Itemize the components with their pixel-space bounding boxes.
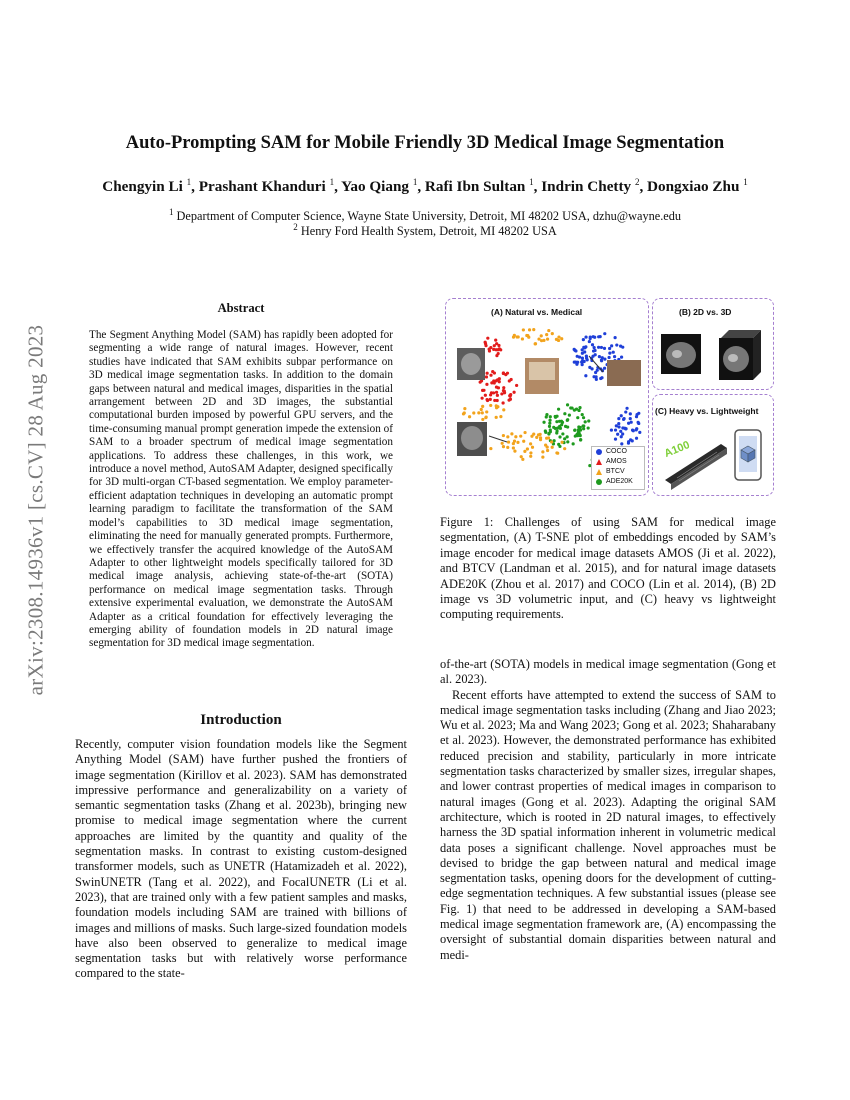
scatter-point xyxy=(509,395,512,398)
intro-paragraph-2: Recent efforts have attempted to extend the success of SAM to medical image segmentation tasks including (Zhang and Jiao 2023; Wu et al. 2023; Ma and Wang 2023; Gong et al. 2023; Shaharabany et al. 2023). However, the demonstrated performance has exhibited reduced precision and stability, particularly in more intricate segmentation tasks characterized by smaller sizes, irregular shapes, and lower contrast properties of medical images in comparison to natural images (Gong et al. 2023). Adapting the original SAM architecture, which is rooted in 2D natural images, to effectively harness the 3D spatial information inherent in volumetric medical data poses a significant challenge. Novel approaches must be devised to bridge the gap between natural and medical image segmentation tasks, opening doors for the development of cutting-edge segmentation techniques. A few substantial issues (please see Fig. 1) that need to be addressed in developing a SAM-based medical image segmentation framework are, (A) encompassing the oversight of substantial domain disparities between natural and medi- xyxy=(440,687,776,962)
scatter-point xyxy=(506,446,509,449)
legend-marker xyxy=(596,459,602,465)
scatter-point xyxy=(581,352,584,355)
scatter-point xyxy=(546,337,549,340)
scatter-point xyxy=(614,336,617,339)
scatter-point xyxy=(563,437,566,440)
scatter-point xyxy=(593,346,596,349)
scatter-point xyxy=(547,432,550,435)
scatter-point xyxy=(522,328,525,331)
scatter-point xyxy=(625,407,628,410)
scatter-point xyxy=(622,417,625,420)
scatter-point xyxy=(608,352,611,355)
scatter-point xyxy=(600,376,603,379)
scatter-point xyxy=(591,355,594,358)
scatter-point xyxy=(551,446,554,449)
scatter-point xyxy=(498,380,501,383)
scatter-point xyxy=(542,339,545,342)
scatter-legend xyxy=(591,446,645,490)
scatter-point xyxy=(529,442,532,445)
author-list: Chengyin Li $^1$, Prashant Khanduri $^1$, Yao Qiang $^1$, Rafi Ibn Sultan $^1$, Indrin Chetty $^2$, Dongxiao Zhu $^1$ xyxy=(102,177,748,196)
scatter-point xyxy=(587,426,590,429)
scatter-point xyxy=(590,367,593,370)
scatter-point xyxy=(502,386,505,389)
scatter-point xyxy=(529,455,532,458)
author-affiliation-number: 1 xyxy=(743,177,748,187)
legend-label: BTCV xyxy=(606,468,625,475)
scatter-point xyxy=(503,391,506,394)
intro-paragraph-1-continued: of-the-art (SOTA) models in medical image segmentation (Gong et al. 2023). xyxy=(440,657,776,687)
scatter-point xyxy=(582,338,585,341)
scatter-point xyxy=(617,422,620,425)
scatter-point xyxy=(557,443,560,446)
natural-thumbnail-2 xyxy=(607,360,641,386)
scatter-point xyxy=(593,336,596,339)
scatter-point xyxy=(635,427,638,430)
scatter-point xyxy=(489,447,492,450)
scatter-point xyxy=(510,432,513,435)
scatter-point xyxy=(481,418,484,421)
scatter-point xyxy=(510,378,513,381)
scatter-point xyxy=(566,425,569,428)
scatter-point xyxy=(610,429,613,432)
legend-label: AMOS xyxy=(606,458,627,465)
scatter-point xyxy=(488,349,491,352)
scatter-point xyxy=(627,440,630,443)
abstract-heading: Abstract xyxy=(217,301,265,315)
scatter-point xyxy=(523,450,526,453)
arxiv-id: arXiv:2308.14936v1 [cs.CV] 28 Aug 2023 xyxy=(23,324,48,696)
scatter-point xyxy=(502,434,505,437)
scatter-point xyxy=(526,334,529,337)
scatter-point xyxy=(560,337,563,340)
scatter-point xyxy=(587,419,590,422)
scatter-point xyxy=(597,335,600,338)
affiliation-2 xyxy=(0,222,850,239)
scatter-point xyxy=(561,421,564,424)
affiliation-1-text: Department of Computer Science, Wayne State University, Detroit, MI 48202 USA, dzhu@wayne.edu xyxy=(176,209,682,224)
scatter-point xyxy=(486,372,489,375)
author-name: Chengyin Li xyxy=(102,178,187,196)
legend-label: ADE20K xyxy=(606,478,633,485)
scatter-point xyxy=(620,435,623,438)
scatter-point xyxy=(558,425,561,428)
scatter-point xyxy=(623,427,626,430)
scatter-point xyxy=(578,406,581,409)
legend-marker xyxy=(596,469,602,475)
scatter-point xyxy=(583,360,586,363)
affiliation-1-number: 1 xyxy=(168,207,174,217)
ct-thumbnail-organ xyxy=(461,353,481,375)
scatter-point xyxy=(629,412,632,415)
scatter-point xyxy=(489,404,492,407)
scatter-point xyxy=(541,456,544,459)
scatter-point xyxy=(637,412,640,415)
abstract-text: The Segment Anything Model (SAM) has rapidly been adopted for segmenting a wide range of natural images. However, recent studies have indicated that SAM exhibits subpar performance on 3D medical image segmentation tasks. In addition to the domain gaps between natural and medical images, disparities in the spatial arrangement between 2D and 3D images, the substantial computational burden imposed by powerful GPU servers, and the time-consuming manual prompt generation impede the extension of SAM to a broader spectrum of medical image segmentation applications. To address these challenges, in this work, we introduce a novel method, AutoSAM Adapter, designed specifically for 3D multi-organ CT-based segmentation. We employ parameter-efficient adaptation techniques in developing an automatic prompt learning paradigm to facilitate the transformation of the SAM model’s capabilities to 3D medical image segmentation, eliminating the need for manually generated prompts. Furthermore, we effectively transfer the acquired knowledge of the AutoSAM Adapter to other lightweight models specifically tailored for 3D medical image analysis, achieving state-of-the-art (SOTA) performance on medical image segmentation tasks. Through extensive experimental evaluation, we demonstrate the AutoSAM Adapter as a critical foundation for effectively leveraging the emerging ability of foundation models in 2D natural image segmentation for 3D medical image segmentation. xyxy=(89,329,393,650)
scatter-point xyxy=(619,345,622,348)
scatter-point xyxy=(603,358,606,361)
scatter-point xyxy=(532,328,535,331)
scatter-point xyxy=(560,441,563,444)
arxiv-sidebar xyxy=(6,300,66,720)
author-affiliation-number: 2 xyxy=(634,177,640,187)
scatter-point xyxy=(529,451,532,454)
scatter-point xyxy=(517,335,520,338)
author-name: Yao Qiang xyxy=(341,178,413,196)
scatter-point xyxy=(620,356,623,359)
scatter-point xyxy=(582,427,585,430)
ct-2d-3d-images xyxy=(657,328,769,384)
scatter-point xyxy=(603,332,606,335)
scatter-point xyxy=(612,351,615,354)
scatter-point xyxy=(578,433,581,436)
scatter-point xyxy=(566,403,569,406)
scatter-point xyxy=(558,420,561,423)
scatter-point xyxy=(484,416,487,419)
scatter-point xyxy=(596,369,599,372)
scatter-point xyxy=(595,378,598,381)
scatter-point xyxy=(576,416,579,419)
scatter-point xyxy=(542,421,545,424)
scatter-point xyxy=(484,344,487,347)
scatter-point xyxy=(573,348,576,351)
scatter-point xyxy=(582,424,585,427)
scatter-point xyxy=(577,425,580,428)
scatter-point xyxy=(495,342,498,345)
scatter-point xyxy=(600,346,603,349)
scatter-point xyxy=(485,383,488,386)
scatter-point xyxy=(545,415,548,418)
scatter-point xyxy=(597,346,600,349)
scatter-point xyxy=(614,428,617,431)
author-name: Rafi Ibn Sultan xyxy=(424,178,530,196)
scatter-point xyxy=(576,355,579,358)
scatter-point xyxy=(493,371,496,374)
author-name: Indrin Chetty xyxy=(541,178,635,196)
scatter-point xyxy=(566,418,569,421)
scatter-point xyxy=(484,341,487,344)
scatter-point xyxy=(495,391,498,394)
legend-label: COCO xyxy=(606,448,627,455)
ct-3d-side xyxy=(753,330,761,380)
scatter-point xyxy=(481,411,484,414)
scatter-point xyxy=(581,357,584,360)
introduction-text-left xyxy=(75,737,407,982)
scatter-point xyxy=(481,389,484,392)
scatter-point xyxy=(489,374,492,377)
scatter-point xyxy=(477,411,480,414)
scatter-point xyxy=(502,408,505,411)
scatter-point xyxy=(621,432,624,435)
scatter-point xyxy=(495,386,498,389)
scatter-point xyxy=(516,441,519,444)
scatter-point xyxy=(608,347,611,350)
scatter-point xyxy=(566,440,569,443)
scatter-point xyxy=(579,438,582,441)
scatter-point xyxy=(573,428,576,431)
scatter-point xyxy=(624,410,627,413)
scatter-point xyxy=(563,412,566,415)
scatter-point xyxy=(572,442,575,445)
scatter-point xyxy=(513,334,516,337)
scatter-point xyxy=(495,379,498,382)
scatter-point xyxy=(486,337,489,340)
scatter-point xyxy=(548,419,551,422)
scatter-point xyxy=(489,398,492,401)
scatter-point xyxy=(548,422,551,425)
scatter-point xyxy=(557,335,560,338)
scatter-point xyxy=(481,397,484,400)
affiliation-2-number: 2 xyxy=(293,222,298,232)
scatter-point xyxy=(584,420,587,423)
scatter-point xyxy=(498,377,501,380)
introduction-heading: Introduction xyxy=(200,712,282,728)
scatter-point xyxy=(585,357,588,360)
scatter-point xyxy=(534,342,537,345)
scatter-point xyxy=(496,394,499,397)
scatter-point xyxy=(551,332,554,335)
scatter-point xyxy=(495,404,498,407)
scatter-point xyxy=(512,391,515,394)
legend-entry xyxy=(592,447,644,457)
scatter-point xyxy=(577,409,580,412)
scatter-point xyxy=(573,360,576,363)
scatter-point xyxy=(558,435,561,438)
scatter-point xyxy=(561,432,564,435)
scatter-point xyxy=(620,414,623,417)
scatter-point xyxy=(607,356,610,359)
scatter-point xyxy=(495,416,498,419)
scatter-point xyxy=(462,412,465,415)
scatter-point xyxy=(631,439,634,442)
scatter-point xyxy=(515,384,518,387)
scatter-point xyxy=(513,439,516,442)
scatter-point xyxy=(541,450,544,453)
scatter-point xyxy=(582,346,585,349)
scatter-point xyxy=(521,337,524,340)
scatter-point xyxy=(494,338,497,341)
scatter-point xyxy=(496,399,499,402)
scatter-point xyxy=(619,430,622,433)
author-name: Dongxiao Zhu xyxy=(647,178,744,196)
scatter-point xyxy=(530,435,533,438)
scatter-point xyxy=(555,338,558,341)
scatter-point xyxy=(507,399,510,402)
legend-entry xyxy=(592,457,644,467)
scatter-point xyxy=(637,421,640,424)
scatter-point xyxy=(584,374,587,377)
legend-marker xyxy=(596,449,602,455)
ct-2d-organ xyxy=(672,350,682,358)
scatter-point xyxy=(635,415,638,418)
scatter-point xyxy=(481,405,484,408)
scatter-point xyxy=(480,408,483,411)
scatter-point xyxy=(581,413,584,416)
scatter-point xyxy=(614,438,617,441)
scatter-point xyxy=(499,415,502,418)
scatter-point xyxy=(484,394,487,397)
scatter-point xyxy=(554,415,557,418)
scatter-point xyxy=(495,354,498,357)
author-affiliation-number: 1 xyxy=(186,177,192,187)
scatter-point xyxy=(528,328,531,331)
scatter-point xyxy=(506,435,509,438)
scatter-point xyxy=(519,435,522,438)
scatter-point xyxy=(514,435,517,438)
figure-1-caption: Figure 1: Challenges of using SAM for medical image segmentation, (A) T-SNE plot of embeddings encoded by SAM’s image encoder for medical image datasets AMOS (Ji et al. 2022), and BTCV (Landman et al. 2015), and for natural image datasets ADE20K (Zhou et al. 2017) and COCO (Lin et al. 2014), (B) 2D image vs 3D volumetric input, and (C) heavy vs lightweight computing requirements. xyxy=(440,515,776,622)
scatter-point xyxy=(603,347,606,350)
scatter-point xyxy=(598,355,601,358)
scatter-point xyxy=(513,450,516,453)
scatter-point xyxy=(546,449,549,452)
scatter-point xyxy=(496,348,499,351)
panel-c-title: (C) Heavy vs. Lightweight xyxy=(655,406,759,416)
scatter-point xyxy=(535,436,538,439)
intro-paragraph-1: Recently, computer vision foundation models like the Segment Anything Model (SAM) have further pushed the frontiers of image segmentation (Kirillov et al. 2023). SAM has demonstrated impressive performance and generalizability on a variety of semantic segmentation tasks (Zhang et al. 2023b), bringing new promise to medical image segmentation where the current approaches are limited by the quantity and quality of the segmentation masks. In contrast to existing custom-designed transformer models, such as UNETR (Hatamizadeh et al. 2022), SwinUNETR (Tang et al. 2022), and FocalUNETR (Li et al. 2023), that are trained only with a few patient samples and masks, foundation models including SAM are trained with billions of images and millions of masks. Such large-sized foundation models have also been observed to generalize to medical image segmentation tasks but with relatively worse performance compared to the state- xyxy=(75,737,407,981)
affiliation-2-text: Henry Ford Health System, Detroit, MI 48202 USA xyxy=(300,224,557,239)
scatter-point xyxy=(489,393,492,396)
scatter-point xyxy=(468,415,471,418)
scatter-point xyxy=(582,416,585,419)
scatter-point xyxy=(537,337,540,340)
scatter-point xyxy=(539,436,542,439)
ct-thumbnail-2-organ xyxy=(461,426,483,450)
scatter-point xyxy=(576,361,579,364)
scatter-point xyxy=(507,440,510,443)
scatter-point xyxy=(485,398,488,401)
scatter-point xyxy=(573,409,576,412)
scatter-point xyxy=(589,335,592,338)
scatter-point xyxy=(522,440,525,443)
scatter-point xyxy=(492,391,495,394)
scatter-point xyxy=(588,340,591,343)
scatter-point xyxy=(610,344,613,347)
scatter-point xyxy=(548,425,551,428)
scatter-point xyxy=(502,371,505,374)
scatter-point xyxy=(592,349,595,352)
paper-title: Auto-Prompting SAM for Mobile Friendly 3D Medical Image Segmentation xyxy=(125,133,725,153)
scatter-point xyxy=(557,408,560,411)
scatter-point xyxy=(520,455,523,458)
scatter-point xyxy=(489,346,492,349)
scatter-point xyxy=(629,417,632,420)
panel-a-title: (A) Natural vs. Medical xyxy=(491,307,583,317)
scatter-point xyxy=(635,437,638,440)
scatter-point xyxy=(485,375,488,378)
scatter-point xyxy=(577,428,580,431)
pointer-arrow xyxy=(489,436,507,442)
scatter-point xyxy=(540,334,543,337)
scatter-point xyxy=(617,425,620,428)
figure-1 xyxy=(441,298,777,504)
legend-entry xyxy=(592,477,644,487)
scatter-point xyxy=(555,431,558,434)
scatter-point xyxy=(502,401,505,404)
author-name: Prashant Khanduri xyxy=(198,178,330,196)
legend-entry xyxy=(592,467,644,477)
scatter-point xyxy=(550,440,553,443)
scatter-point xyxy=(463,407,466,410)
scatter-point xyxy=(545,437,548,440)
scatter-point xyxy=(485,410,488,413)
scatter-point xyxy=(521,458,524,461)
scatter-point xyxy=(526,447,529,450)
introduction-text-right xyxy=(440,657,776,963)
gpu-label: A100 xyxy=(662,439,692,461)
scatter-point xyxy=(502,445,505,448)
scatter-point xyxy=(613,355,616,358)
natural-thumbnail-window xyxy=(529,362,555,380)
scatter-point xyxy=(617,417,620,420)
scatter-point xyxy=(549,415,552,418)
scatter-point xyxy=(632,429,635,432)
scatter-point xyxy=(545,333,548,336)
scatter-point xyxy=(563,447,566,450)
scatter-point xyxy=(584,335,587,338)
ct-3d-organ xyxy=(728,354,738,362)
scatter-point xyxy=(544,429,547,432)
scatter-point xyxy=(603,367,606,370)
scatter-point xyxy=(591,343,594,346)
scatter-point xyxy=(512,446,515,449)
author-affiliation-number: 1 xyxy=(529,177,534,187)
scatter-point xyxy=(638,431,641,434)
scatter-point xyxy=(554,427,557,430)
scatter-point xyxy=(506,372,509,375)
legend-marker xyxy=(596,479,602,485)
compute-devices xyxy=(657,422,769,492)
scatter-point xyxy=(556,452,559,455)
author-affiliation-number: 1 xyxy=(329,177,335,187)
scatter-point xyxy=(569,406,572,409)
scatter-point xyxy=(547,329,550,332)
author-affiliation-number: 1 xyxy=(412,177,418,187)
scatter-point xyxy=(616,433,619,436)
scatter-point xyxy=(472,411,475,414)
scatter-point xyxy=(627,422,630,425)
scatter-point xyxy=(546,445,549,448)
scatter-point xyxy=(615,343,618,346)
panel-b-title: (B) 2D vs. 3D xyxy=(679,307,732,317)
scatter-point xyxy=(566,435,569,438)
scatter-point xyxy=(531,446,534,449)
scatter-point xyxy=(568,413,571,416)
scatter-point xyxy=(523,431,526,434)
scatter-point xyxy=(501,442,504,445)
